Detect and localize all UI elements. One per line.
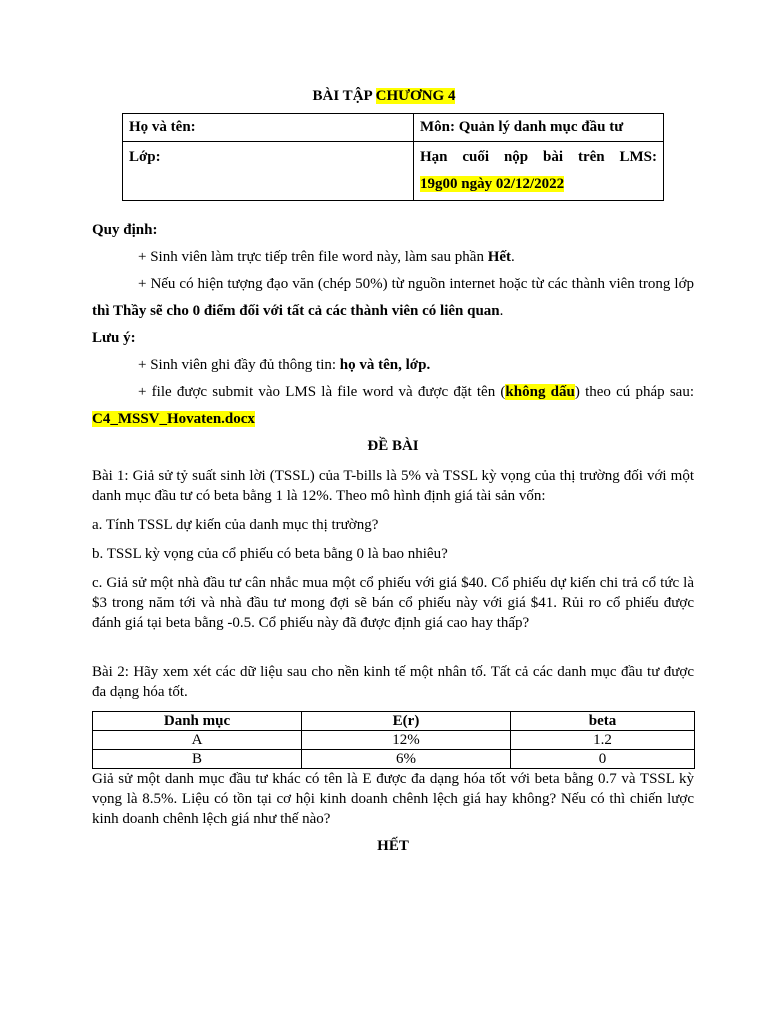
rule-item-1-text: + Sinh viên làm trực tiếp trên file word này, làm sau phần [138, 249, 488, 265]
deadline-label: Hạn cuối nộp bài trên LMS: [420, 149, 657, 165]
rule-item-1-end: . [511, 249, 515, 265]
table-cell: 0 [511, 750, 695, 769]
portfolio-data-table [92, 711, 695, 769]
rules-heading: Quy định: [92, 222, 158, 238]
notes-heading: Lưu ý: [92, 330, 136, 346]
title-prefix: BÀI TẬP [312, 88, 376, 104]
table-cell: 1.2 [511, 731, 695, 750]
table-cell: B [93, 750, 302, 769]
title-chapter-highlight: CHƯƠNG 4 [375, 88, 456, 104]
rule-item-2-text: + Nếu có hiện tượng đạo văn (chép 50%) từ nguồn internet hoặc từ các thành viên trong lớp [138, 276, 694, 292]
filename-format: C4_MSSV_Hovaten.docx [92, 411, 255, 427]
column-header-portfolio: Danh mục [93, 712, 302, 731]
column-header-beta: beta [511, 712, 695, 731]
bai1-question-a: a. Tính TSSL dự kiến của danh mục thị trường? [92, 517, 379, 533]
rule-item-2-end: . [499, 303, 504, 319]
rule-item-1 [92, 244, 694, 271]
rule-item-2 [92, 271, 694, 325]
bai2-intro: Bài 2: Hãy xem xét các dữ liệu sau cho nền kinh tế một nhân tố. Tất cả các danh mục đầu tư được đa dạng hóa tốt. [92, 664, 694, 700]
bai1-question-b: b. TSSL kỳ vọng của cổ phiếu có beta bằng 0 là bao nhiêu? [92, 546, 448, 562]
class-label: Lớp: [129, 149, 161, 165]
note-item-1-bold: họ và tên, lớp. [339, 357, 431, 373]
subject-label: Môn: Quản lý danh mục đầu tư [420, 119, 624, 135]
deadline-cell [414, 142, 664, 201]
name-label: Họ và tên: [129, 119, 196, 135]
exercise-heading: ĐỀ BÀI [367, 438, 419, 454]
class-cell[interactable] [123, 142, 414, 201]
note-item-2 [92, 379, 694, 433]
student-info-table [122, 113, 664, 201]
note-item-1-text: + Sinh viên ghi đầy đủ thông tin: [138, 357, 340, 373]
rule-item-2-bold: thì Thầy sẽ cho 0 điểm đối với tất cả các thành viên có liên quan [92, 303, 500, 319]
document-title [0, 86, 768, 106]
table-cell: A [93, 731, 302, 750]
table-cell: 6% [302, 750, 511, 769]
note-item-2-text-a: + file được submit vào LMS là file word và được đặt tên ( [138, 384, 506, 400]
rule-item-1-bold: Hết [487, 249, 512, 265]
table-row [93, 731, 695, 750]
name-cell[interactable] [123, 114, 414, 142]
column-header-expected-return: E(r) [302, 712, 511, 731]
note-item-2-highlight: không dấu [505, 384, 575, 400]
rules-section [92, 217, 694, 460]
table-cell: 12% [302, 731, 511, 750]
end-marker: HẾT [377, 838, 409, 854]
bai2-question: Giả sử một danh mục đầu tư khác có tên là E được đa dạng hóa tốt với beta bằng 0.7 và TSSL kỳ vọng là 8.5%. Liệu có tồn tại cơ hội kinh doanh chênh lệch giá hay không? Nếu có thì chiến lược kinh doanh chênh lệch giá như thế nào? [92, 771, 694, 827]
bai1-question-c: c. Giả sử một nhà đầu tư cân nhắc mua một cổ phiếu với giá $40. Cổ phiếu dự kiến chi trả cổ tức là $3 trong năm tới và nhà đầu tư mong đợi sẽ bán cổ phiếu này với giá $41. Rủi ro cổ phiếu được đánh giá tại beta bằng -0.5. Cổ phiếu này đã được định giá cao hay thấp? [92, 575, 694, 631]
deadline-value: 19g00 ngày 02/12/2022 [420, 176, 565, 192]
bai1-intro: Bài 1: Giả sử tỷ suất sinh lời (TSSL) của T-bills là 5% và TSSL kỳ vọng của thị trường đối với một danh mục đầu tư có beta bằng 1 là 12%. Theo mô hình định giá tài sản vốn: [92, 468, 694, 504]
note-item-2-text-b: ) theo cú pháp sau: [574, 384, 695, 400]
note-item-1 [92, 352, 694, 379]
subject-cell [414, 114, 664, 142]
table-header-row [93, 712, 695, 731]
table-row [93, 750, 695, 769]
